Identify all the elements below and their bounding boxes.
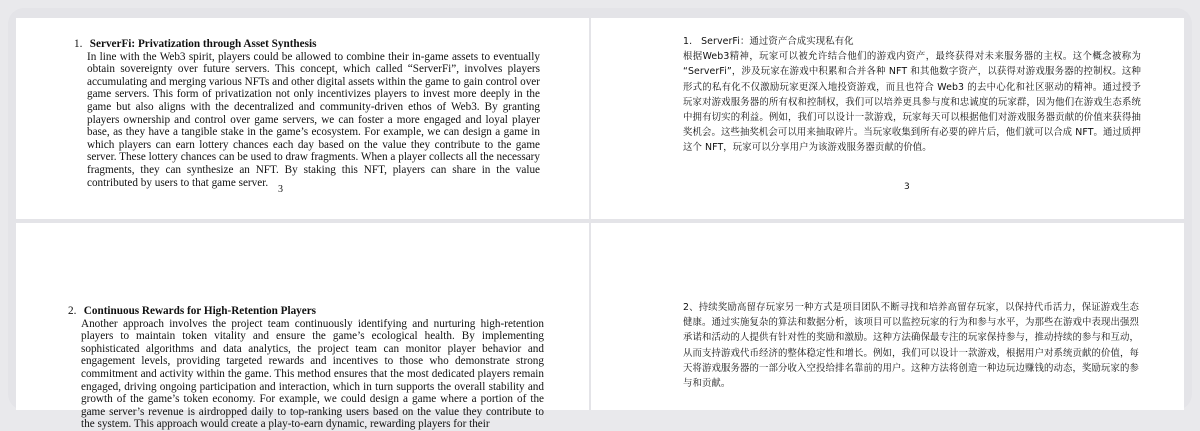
- section-rewards-zh: [683, 300, 1139, 391]
- section-serverfi-en: [74, 38, 540, 189]
- page-english-bottom[interactable]: [16, 223, 589, 431]
- page-number: 3: [904, 182, 910, 192]
- section-heading: [74, 38, 540, 51]
- document-viewer: [8, 8, 1192, 431]
- section-heading: [68, 305, 544, 318]
- section-rewards-en: [68, 305, 544, 431]
- section-title: ServerFi：通过资产合成实现私有化: [701, 36, 854, 47]
- section-number: 1.: [74, 38, 83, 50]
- section-body: Another approach involves the project team continuously identifying and nurturing high-retention players to maintain token vitality and ensure the game’s ecological health. By implementing sophisticated algorithms and data analytics, the project team can monitor player behavior and engagement levels, providing targeted rewards and incentives to those who demonstrate strong commitment and activity within the game. This method ensures that the most dedicated players remain engaged, driving ongoing participation and interaction, which in turn supports the overall stability and growth of the game’s token economy. For example, we could design a game where a portion of the game server’s revenue is airdropped daily to top-ranking users based on the value they contribute to the system. This approach would create a play-to-earn dynamic, rewarding players for their: [81, 317, 544, 431]
- page-chinese-bottom[interactable]: [591, 223, 1184, 410]
- page-english-top[interactable]: [16, 18, 589, 219]
- page-chinese-top[interactable]: [591, 18, 1184, 219]
- section-heading: [683, 34, 1141, 49]
- section-number: 1.: [683, 36, 693, 47]
- section-number: 2.: [68, 305, 77, 317]
- section-body: 根据Web3精神，玩家可以被允许结合他们的游戏内资产，最终获得对未来服务器的主权。这个概念被称为 “ServerFi”，涉及玩家在游戏中积累和合并各种 NFT 和其他数字资产，以获得对游戏服务器的控制权。这种形式的私有化不仅激励玩家更深入地投资游戏，而且也符合 Web3 的去中心化和社区驱动的精神。通过授予玩家对游戏服务器的所有权和控制权，我们可以培养更具参与度和忠诚度的玩家群，因为他们在游戏生态系统中拥有切实的利益。例如，我们可以设计一款游戏，玩家每天可以根据他们对游戏服务器贡献的价值来获得抽奖机会。这些抽奖机会可以用来抽取碎片。当玩家收集到所有必要的碎片后，他们就可以合成 NFT。通过质押这个 NFT，玩家可以分享用户为该游戏服务器贡献的价值。: [683, 51, 1141, 154]
- section-title: ServerFi: Privatization through Asset Synthesis: [89, 38, 317, 50]
- section-body: 2、持续奖励高留存玩家另一种方式是项目团队不断寻找和培养高留存玩家，以保持代币活力，保证游戏生态健康。通过实施复杂的算法和数据分析，该项目可以监控玩家的行为和参与水平，为那些在游戏中表现出强烈承诺和活动的人提供有针对性的奖励和激励。这种方法确保最专注的玩家保持参与，推动持续的参与和互动，从而支持游戏代币经济的整体稳定性和增长。例如，我们可以设计一款游戏，根据用户对系统贡献的价值，每天将游戏服务器的一部分收入空投给排名靠前的用户。这种方法将创造一种边玩边赚钱的动态，奖励玩家的参与和贡献。: [683, 302, 1139, 390]
- section-body: In line with the Web3 spirit, players could be allowed to combine their in-game assets to eventually obtain sovereignty over future servers. This concept, which called “ServerFi”, involves players accumulating and merging various NFTs and other digital assets within the game to gain control over game servers. This form of privatization not only incentivizes players to invest more deeply in the game but also aligns with the decentralized and community-driven ethos of Web3. By granting players ownership and control over game servers, we can foster a more engaged and loyal player base, as they have a tangible stake in the game’s ecosystem. For example, we can design a game in which players can earn lottery chances each day based on the value they contribute to the game server. These lottery chances can be used to draw fragments. When a player collects all the necessary fragments, they can synthesize an NFT. By staking this NFT, players can share in the value contributed by users to that game server.: [87, 50, 540, 189]
- section-serverfi-zh: [683, 34, 1141, 156]
- page-number: 3: [278, 184, 283, 195]
- section-title: Continuous Rewards for High-Retention Players: [83, 305, 317, 317]
